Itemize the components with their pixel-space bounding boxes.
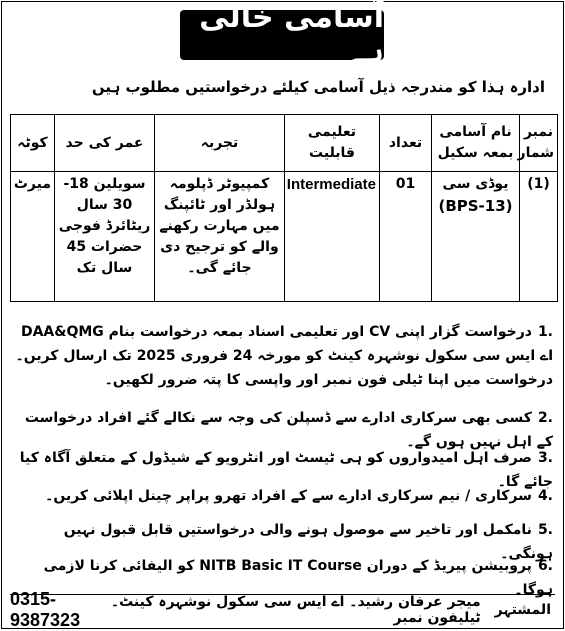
header-experience: تجربہ [155, 115, 285, 172]
header-count: تعداد [380, 115, 432, 172]
condition-1 [14, 320, 553, 392]
condition-text: کسی بھی سرکاری ادارے سے ڈسپلن کی وجہ سے نکالے گئے افراد درخواست کے اہل نہیں ہوں گے۔ [24, 410, 553, 450]
cell-serial [520, 172, 558, 302]
serial-value: (1) [527, 176, 550, 192]
vacancy-table [10, 114, 558, 302]
condition-text: نامکمل اور تاخیر سے موصول ہونے والی درخواستیں قابل قبول نہیں ہونگی۔ [63, 522, 553, 562]
header-age: عمر کی حد [55, 115, 155, 172]
intro-text: ادارہ ہذا کو مندرجہ ذیل آسامی کیلئے درخواستیں مطلوب ہیں [91, 78, 545, 96]
header-quota: کوٹہ [11, 115, 55, 172]
job-advertisement [1, 1, 564, 629]
post-scale: (BPS-13) [438, 197, 513, 215]
advertiser-label: المشتہر [494, 602, 551, 618]
count-value: 01 [395, 176, 416, 192]
condition-number: 6. [537, 558, 553, 574]
cell-quota: میرٹ [11, 172, 55, 302]
phone-number: 0315-9387323 [10, 589, 81, 630]
cell-qualification [285, 172, 380, 302]
qualification-value: Intermediate [286, 176, 376, 193]
cell-experience: کمپیوٹر ڈپلومہ ہولڈر اور ٹائپنگ میں مہارت رکھنے والے کو ترجیح دی جائے گی۔ [155, 172, 285, 302]
condition-text: پروبیشن پیریڈ کے دوران NITB Basic IT Course کو الیفائی کرنا لازمی ہوگا۔ [43, 558, 553, 598]
post-name: یوڈی سی [442, 176, 509, 192]
advertiser-text: میجر عرفان رشید۔ اے ایس سی سکول نوشہرہ کینٹ۔ ٹیلیفون نمبر [110, 594, 481, 626]
table-row [11, 172, 558, 302]
cell-count [380, 172, 432, 302]
header-post: نام آسامی بمعہ سکیل [432, 115, 520, 172]
table-header-row [11, 115, 558, 172]
condition-text: صرف اہل امیدواروں کو ہی ٹیسٹ اور انٹرویو کے شیڈول کے متعلق آگاہ کیا جائے گا۔ [19, 450, 553, 490]
condition-4 [14, 484, 553, 508]
advertiser-footer [10, 589, 555, 630]
condition-text: درخواست گزار اپنی CV اور تعلیمی اسناد بمعہ درخواست بنام DAA&QMG اے ایس سی سکول نوشہرہ کینٹ کو مورخہ 24 فروری 2025 تک ارسال کریں۔ درخواست میں اپنا ٹیلی فون نمبر اور واپسی کا پتہ ضرور لکھیں۔ [15, 324, 553, 388]
condition-number: 3. [537, 450, 553, 466]
condition-text: سرکاری / نیم سرکاری ادارے سے کے افراد تھرو پراپر چینل اپلائی کریں۔ [45, 488, 532, 504]
cell-post [432, 172, 520, 302]
header-serial: نمبر شمار [520, 115, 558, 172]
condition-number: 1. [537, 324, 553, 340]
condition-number: 4. [537, 488, 553, 504]
cell-age: سویلین 18-30 سال ریٹائرڈ فوجی حضرات 45 سال تک [55, 172, 155, 302]
banner-title: آسامی خالی ہے [180, 10, 384, 60]
header-qualification: تعلیمی قابلیت [285, 115, 380, 172]
condition-number: 5. [537, 522, 553, 538]
condition-number: 2. [537, 410, 553, 426]
